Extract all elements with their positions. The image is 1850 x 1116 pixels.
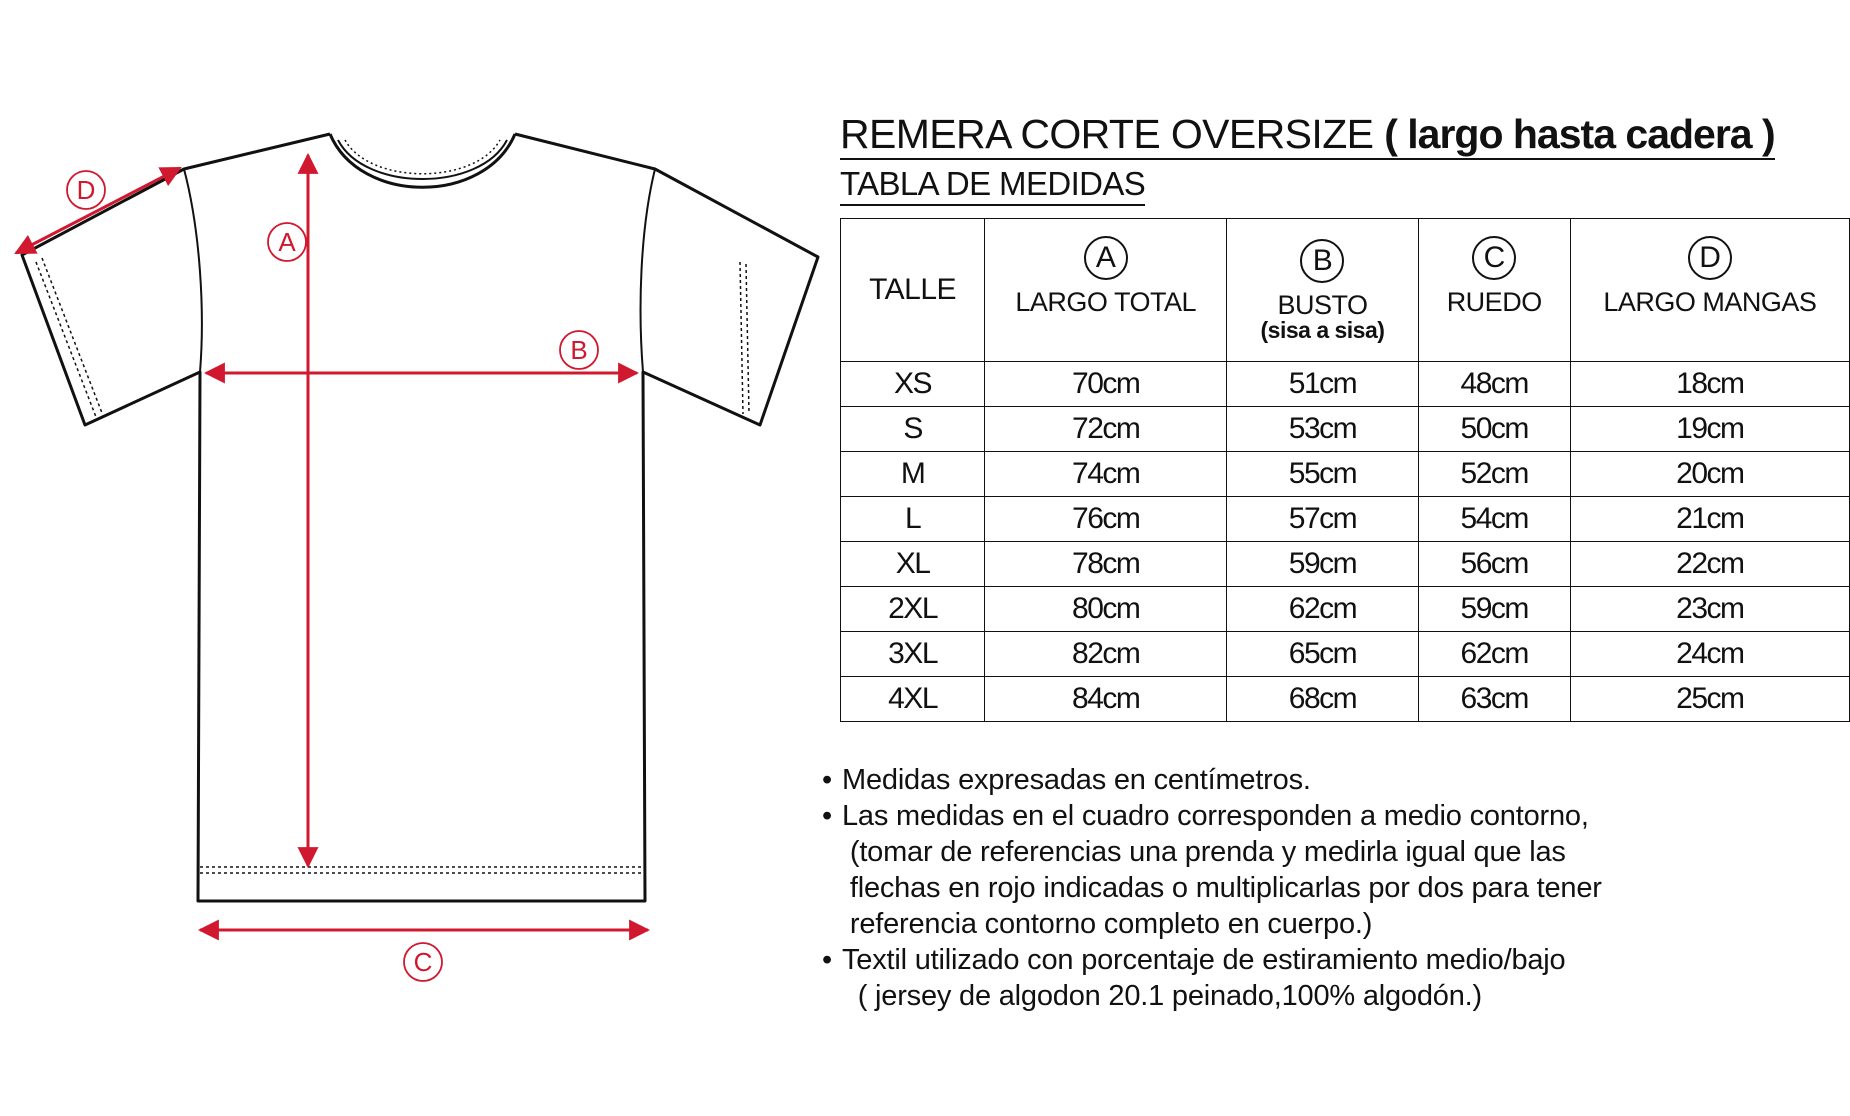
notes-list [820,762,1700,1014]
cell-a: 74cm [985,452,1227,497]
label-c: C [413,947,433,977]
bullet: • [822,944,832,976]
cell-a: 76cm [985,497,1227,542]
title-bold: ( largo hasta cadera ) [1384,111,1775,157]
cell-b: 65cm [1227,632,1418,677]
cell-size: XS [841,362,985,407]
cell-a: 84cm [985,677,1227,722]
bullet: • [822,800,832,832]
cell-c: 62cm [1418,632,1570,677]
header-label: BUSTO [1277,290,1368,320]
note-item [820,942,1700,1014]
cell-size: L [841,497,985,542]
note-line: (tomar de referencias una prenda y medirla igual que las [842,836,1566,868]
cell-c: 54cm [1418,497,1570,542]
cell-c: 50cm [1418,407,1570,452]
cell-c: 63cm [1418,677,1570,722]
measure-labels [67,171,598,981]
cell-b: 62cm [1227,587,1418,632]
tshirt-diagram [0,0,830,1116]
note-item [820,762,1700,798]
cell-d: 23cm [1570,587,1849,632]
cell-b: 57cm [1227,497,1418,542]
cell-size: 3XL [841,632,985,677]
cell-size: 4XL [841,677,985,722]
table-row [841,362,1850,407]
cell-a: 70cm [985,362,1227,407]
cell-size: XL [841,542,985,587]
header-busto [1227,219,1418,362]
note-line: flechas en rojo indicadas o multiplicarlas por dos para tener [842,872,1602,904]
cell-d: 25cm [1570,677,1849,722]
table-row [841,542,1850,587]
cell-size: S [841,407,985,452]
letter-c-circle: C [1472,236,1516,280]
cell-a: 72cm [985,407,1227,452]
letter-d-circle: D [1688,236,1732,280]
table-row [841,587,1850,632]
note-line: ( jersey de algodon 20.1 peinado,100% algodón.) [842,980,1482,1012]
title-main: REMERA CORTE OVERSIZE [840,111,1374,157]
measure-arrows [16,155,648,930]
header-label: LARGO MANGAS [1603,287,1817,317]
tshirt-outline [22,134,818,901]
cell-c: 56cm [1418,542,1570,587]
label-d: D [76,175,96,205]
cell-a: 80cm [985,587,1227,632]
cell-d: 24cm [1570,632,1849,677]
cell-size: 2XL [841,587,985,632]
cell-c: 52cm [1418,452,1570,497]
table-row [841,407,1850,452]
header-talle: TALLE [841,219,985,362]
note-line: referencia contorno completo en cuerpo.) [842,908,1373,940]
cell-b: 53cm [1227,407,1418,452]
cell-d: 22cm [1570,542,1849,587]
header-label: LARGO TOTAL [1015,287,1196,317]
cell-d: 21cm [1570,497,1849,542]
table-row [841,632,1850,677]
label-a: A [278,227,296,257]
note-line: Las medidas en el cuadro corresponden a medio contorno, [842,800,1589,832]
cell-c: 59cm [1418,587,1570,632]
title-block [840,110,1775,206]
note-line: Medidas expresadas en centímetros. [842,764,1311,796]
cell-b: 55cm [1227,452,1418,497]
table-row [841,497,1850,542]
note-item [820,798,1700,942]
letter-b-circle: B [1300,239,1344,283]
letter-a-circle: A [1084,236,1128,280]
cell-b: 51cm [1227,362,1418,407]
header-ruedo [1418,219,1570,362]
table-body [841,362,1850,722]
header-largo-mangas [1570,219,1849,362]
label-b: B [570,335,588,365]
header-sublabel: (sisa a sisa) [1260,317,1385,343]
cell-a: 78cm [985,542,1227,587]
cell-d: 18cm [1570,362,1849,407]
cell-c: 48cm [1418,362,1570,407]
page-title [840,110,1775,160]
cell-d: 19cm [1570,407,1849,452]
header-label: RUEDO [1446,287,1542,317]
cell-a: 82cm [985,632,1227,677]
page-subtitle: TABLA DE MEDIDAS [840,164,1145,206]
table-row [841,677,1850,722]
table-header-row [841,219,1850,362]
header-largo-total [985,219,1227,362]
note-line: Textil utilizado con porcentaje de estiramiento medio/bajo [842,944,1566,976]
cell-size: M [841,452,985,497]
bullet: • [822,764,832,796]
arrow-d [16,168,180,253]
size-table [840,218,1850,722]
cell-b: 59cm [1227,542,1418,587]
cell-b: 68cm [1227,677,1418,722]
table-row [841,452,1850,497]
cell-d: 20cm [1570,452,1849,497]
